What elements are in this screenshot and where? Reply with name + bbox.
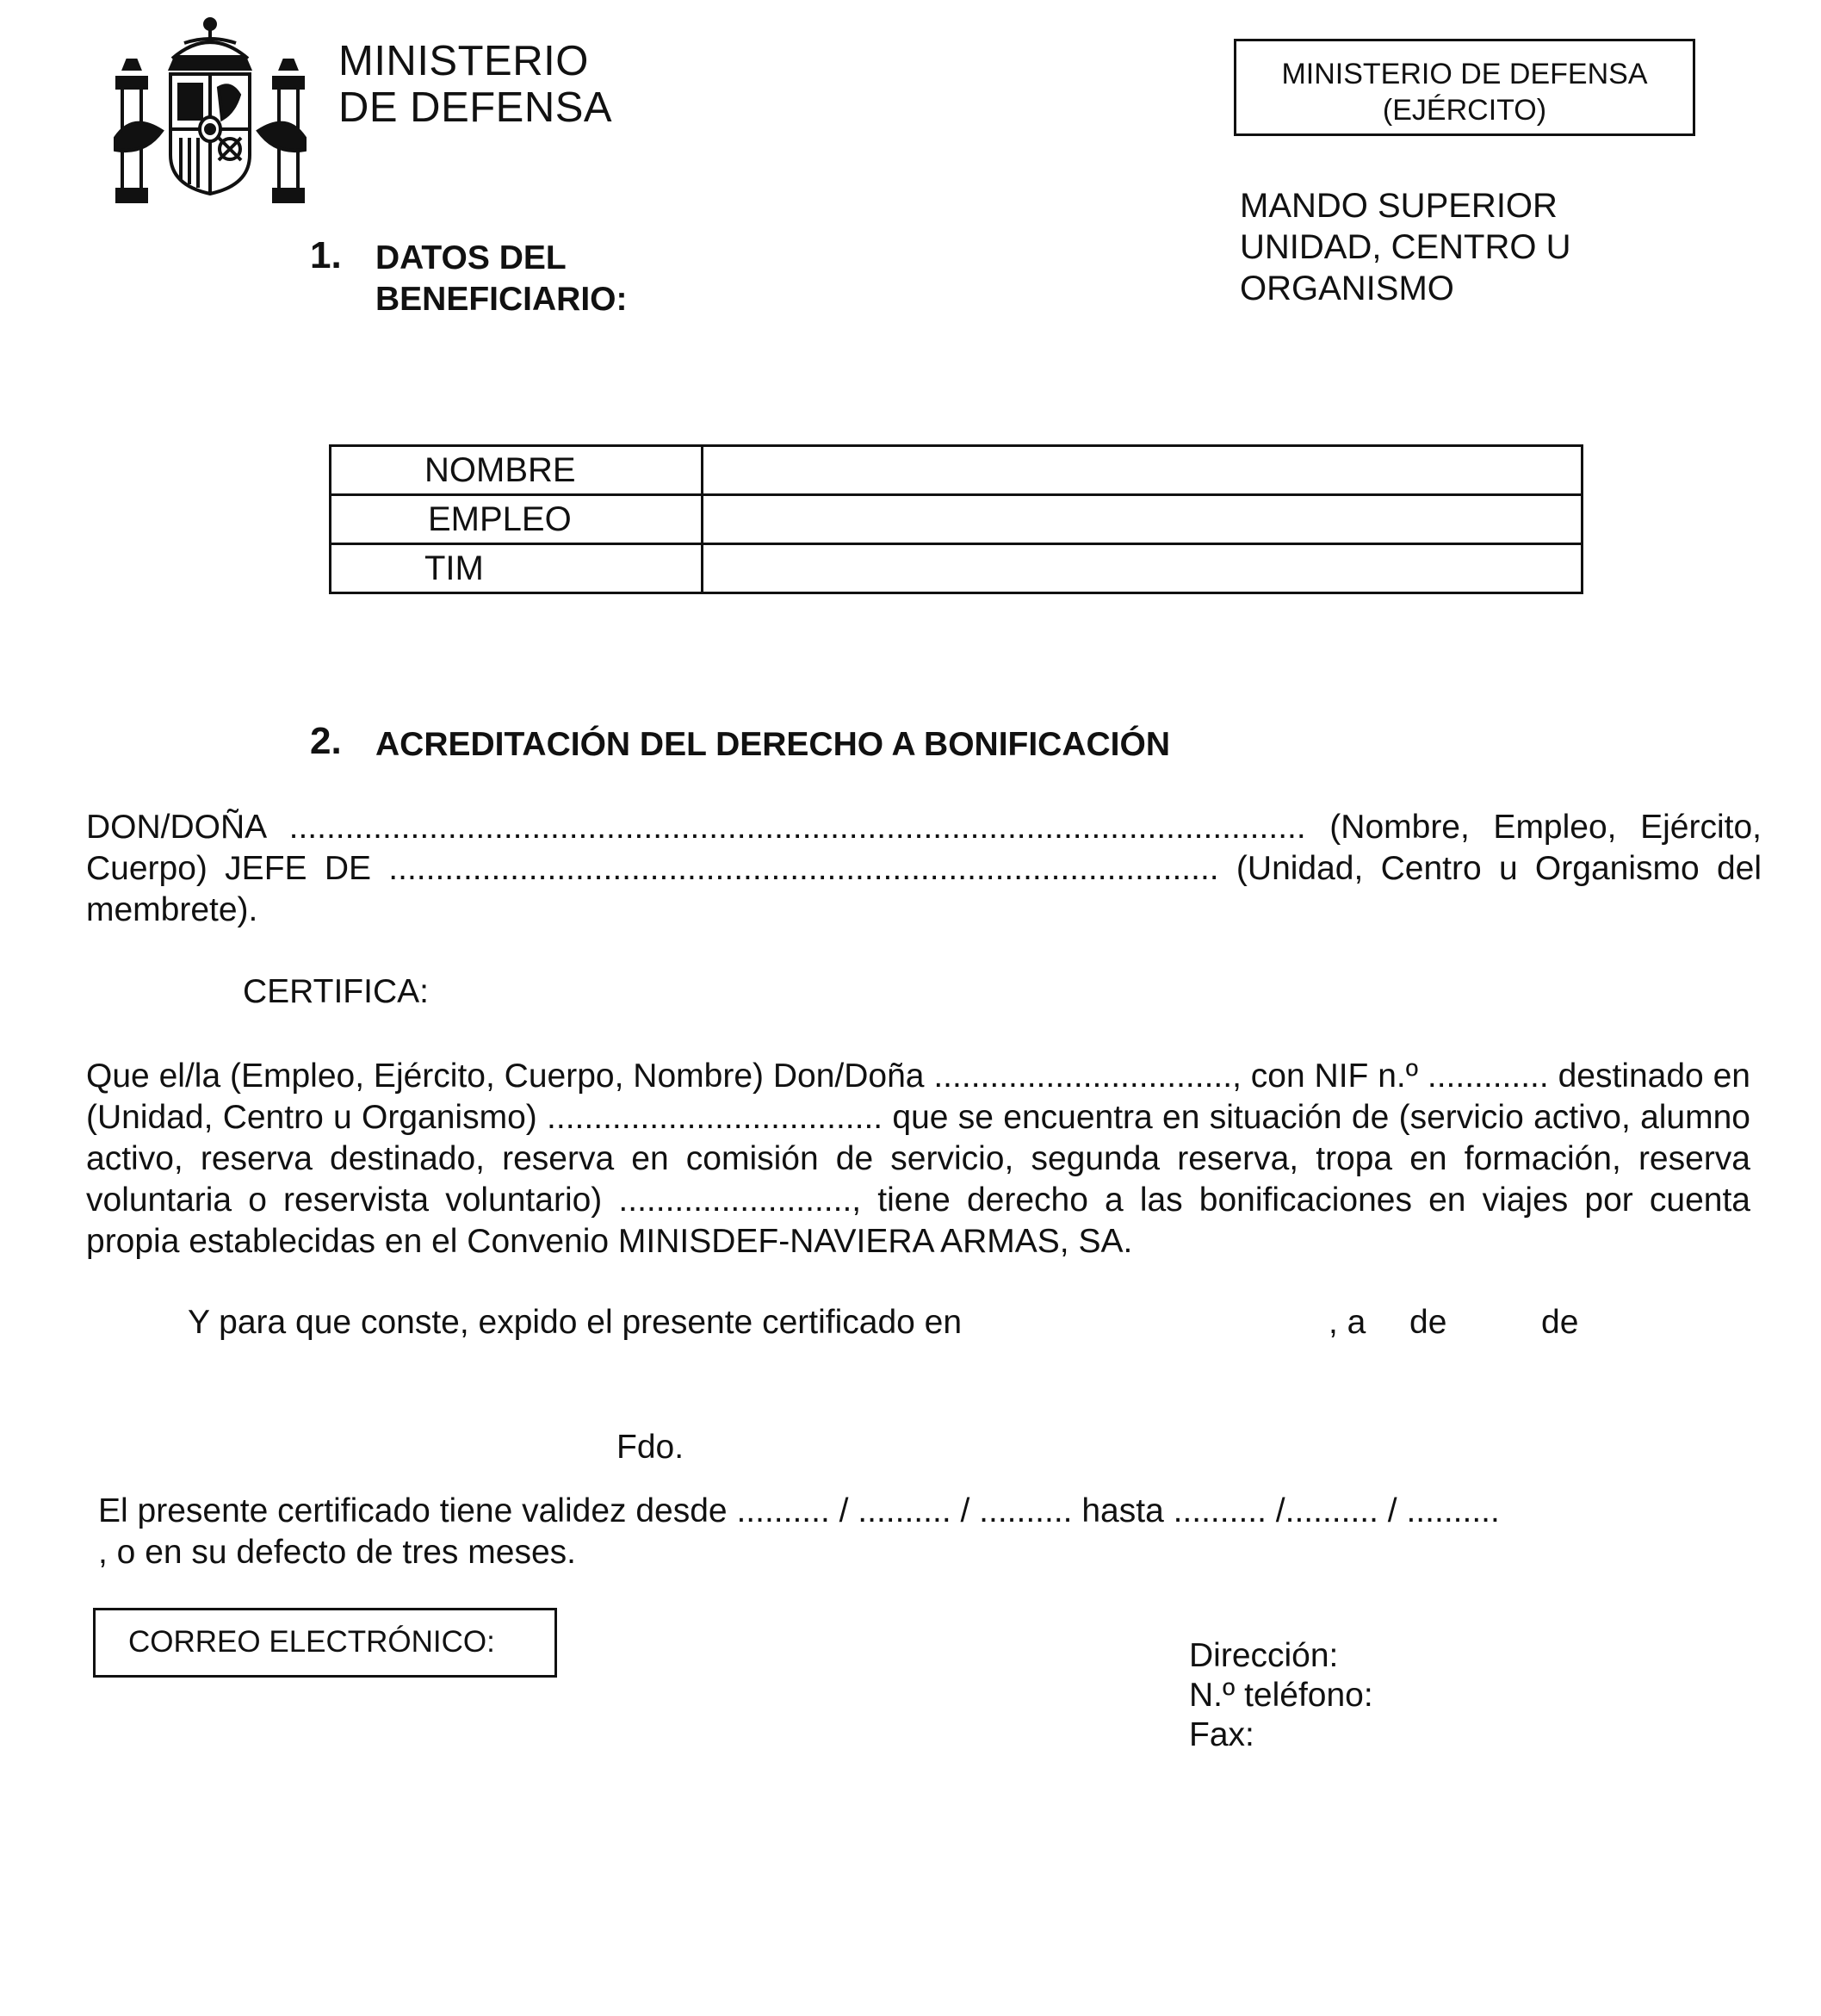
table-row xyxy=(331,495,1583,544)
beneficiary-table xyxy=(329,444,1583,594)
mando-superior-block xyxy=(1240,185,1570,309)
ministry-box-line2: (EJÉRCITO) xyxy=(1382,94,1547,127)
fax-label: Fax: xyxy=(1189,1716,1254,1753)
signature-label: Fdo. xyxy=(616,1429,684,1466)
tim-label: TIM xyxy=(331,544,703,593)
phone-label: N.º teléfono: xyxy=(1189,1677,1373,1714)
section1-number: 1. xyxy=(310,234,342,276)
section1-title-line1: DATOS DEL xyxy=(375,239,567,276)
section2-title: ACREDITACIÓN DEL DERECHO A BONIFICACIÓN xyxy=(375,726,1171,763)
validity-line1: El presente certificado tiene validez desde .......... / .......... / .......... hasta .......... /.......... / .......... xyxy=(98,1492,1500,1529)
conste-text: Y para que conste, expido el presente certificado en xyxy=(188,1304,963,1341)
address-label: Dirección: xyxy=(1189,1637,1339,1674)
ministry-box-line1: MINISTERIO DE DEFENSA xyxy=(1281,58,1648,90)
validity-text xyxy=(98,1491,1500,1573)
don-dona-paragraph: DON/DOÑA ............................................................................................................. (Nombre, Empleo, Ejército, Cuerpo) JEFE DE ......................................................................................... (Unidad, Centro u Organismo del membrete). xyxy=(86,809,1762,928)
conste-de-1: de xyxy=(1409,1304,1447,1341)
conste-a: , a xyxy=(1329,1304,1366,1341)
certificate-body-paragraph: Que el/la (Empleo, Ejército, Cuerpo, Nombre) Don/Doña ................................, con NIF n.º ............. destinado en (Unidad, Centro u Organismo) .................................... que se encuentra en situación de (servicio activo, alumno activo, reserva destinado, reserva en comisión de servicio, segunda reserva, tropa en formación, reserva voluntaria o reservista voluntario) ........................., tiene derecho a las bonificaciones en viajes por cuenta propia establecidas en el Convenio MINISDEF-NAVIERA ARMAS, SA. xyxy=(86,1058,1750,1260)
mando-line1: MANDO SUPERIOR xyxy=(1240,187,1558,225)
section1-title-line2: BENEFICIARIO: xyxy=(375,281,628,318)
validity-line2: , o en su defecto de tres meses. xyxy=(98,1534,576,1571)
email-box xyxy=(93,1608,557,1678)
certifica-label: CERTIFICA: xyxy=(243,973,429,1010)
table-row xyxy=(331,446,1583,495)
ministry-box xyxy=(1234,39,1695,136)
empleo-field[interactable] xyxy=(703,495,1583,544)
contact-block xyxy=(1189,1636,1373,1755)
nombre-field[interactable] xyxy=(703,446,1583,495)
mando-line3: ORGANISMO xyxy=(1240,270,1454,307)
section2-number: 2. xyxy=(310,720,342,762)
ministry-title xyxy=(338,38,612,131)
section1-title xyxy=(375,238,628,320)
ministry-title-line2: DE DEFENSA xyxy=(338,84,613,131)
ministry-title-line1: MINISTERIO xyxy=(338,38,589,84)
mando-line2: UNIDAD, CENTRO U xyxy=(1240,228,1571,266)
table-row xyxy=(331,544,1583,593)
conste-de-2: de xyxy=(1541,1304,1579,1341)
empleo-label: EMPLEO xyxy=(331,495,703,544)
tim-field[interactable] xyxy=(703,544,1583,593)
coat-of-arms-icon xyxy=(110,9,310,208)
email-label: CORREO ELECTRÓNICO: xyxy=(128,1625,495,1659)
nombre-label: NOMBRE xyxy=(331,446,703,495)
